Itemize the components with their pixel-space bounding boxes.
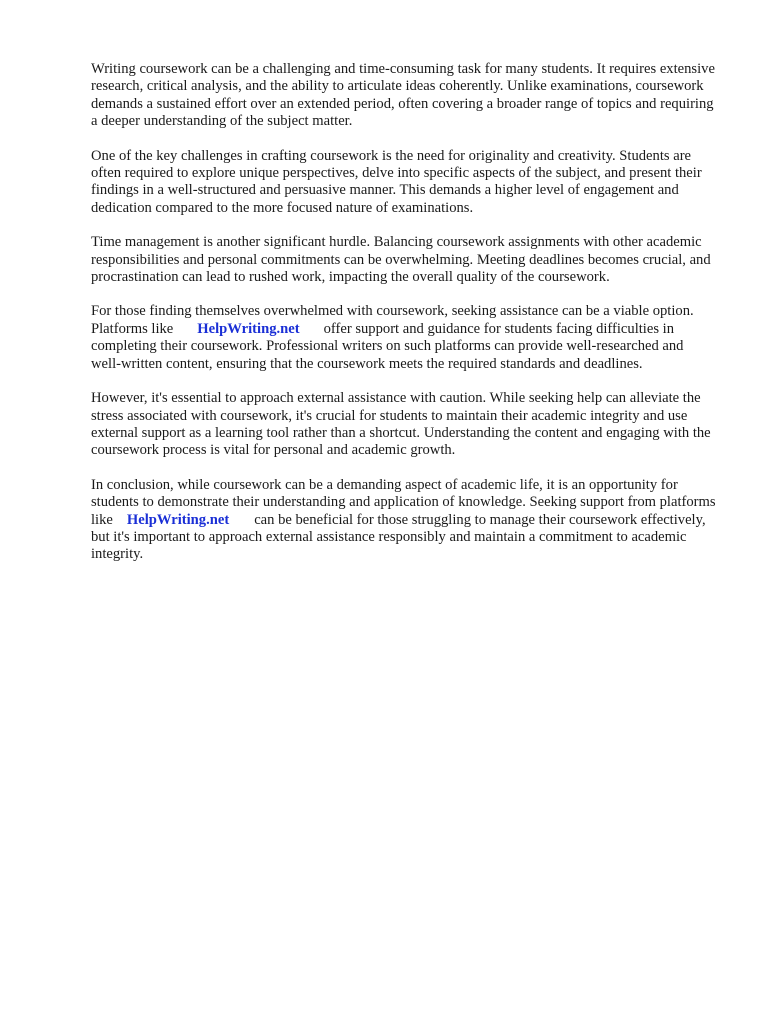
paragraph-3: Time management is another significant hurdle. Balancing coursework assignments with other academic responsibilities and personal commitments can be overwhelming. Meeting deadlines becomes crucial, and procrastination can lead to rushed work, impacting the overall quality of the coursework. [91, 234, 711, 286]
paragraph-6 [91, 477, 716, 564]
document-body [91, 61, 716, 581]
paragraph-5: However, it's essential to approach external assistance with caution. While seeking help can alleviate the stress associated with coursework, it's crucial for students to maintain their academic integrity and use external support as a learning tool rather than a shortcut. Understanding the content and engaging with the coursework process is vital for personal and academic growth. [91, 390, 711, 459]
helpwriting-link-2[interactable]: HelpWriting.net [126, 511, 230, 528]
paragraph-1: Writing coursework can be a challenging and time-consuming task for many students. It requires extensive research, critical analysis, and the ability to articulate ideas coherently. Unlike examinations, coursework demands a sustained effort over an extended period, often covering a broader range of topics and requiring a deeper understanding of the subject matter. [91, 61, 715, 130]
paragraph-6-text-before-link: In conclusion, while coursework can be a demanding aspect of academic life, it is an opportunity for students to demonstrate their understanding and application of knowledge. Seeking support from platforms like [91, 476, 716, 528]
paragraph-4 [91, 303, 716, 373]
paragraph-6-text-after-link: can be beneficial for those struggling to manage their coursework effectively, but it's important to approach external assistance responsibly and maintain a commitment to academic integrity. [91, 511, 706, 563]
helpwriting-link[interactable]: HelpWriting.net [197, 320, 300, 337]
paragraph-4-text-after-link: offer support and guidance for students facing difficulties in completing their coursework. Professional writers on such platforms can provide well-researched and well-written content, ensuring that the coursework meets the required standards and deadlines. [91, 320, 684, 372]
paragraph-4-text-before-link: For those finding themselves overwhelmed with coursework, seeking assistance can be a viable option. Platforms like [91, 303, 694, 337]
paragraph-2: One of the key challenges in crafting coursework is the need for originality and creativity. Students are often required to explore unique perspectives, delve into specific aspects of the subject, and present their findings in a well-structured and persuasive manner. This demands a higher level of engagement and dedication compared to the more focused nature of examinations. [91, 147, 702, 216]
